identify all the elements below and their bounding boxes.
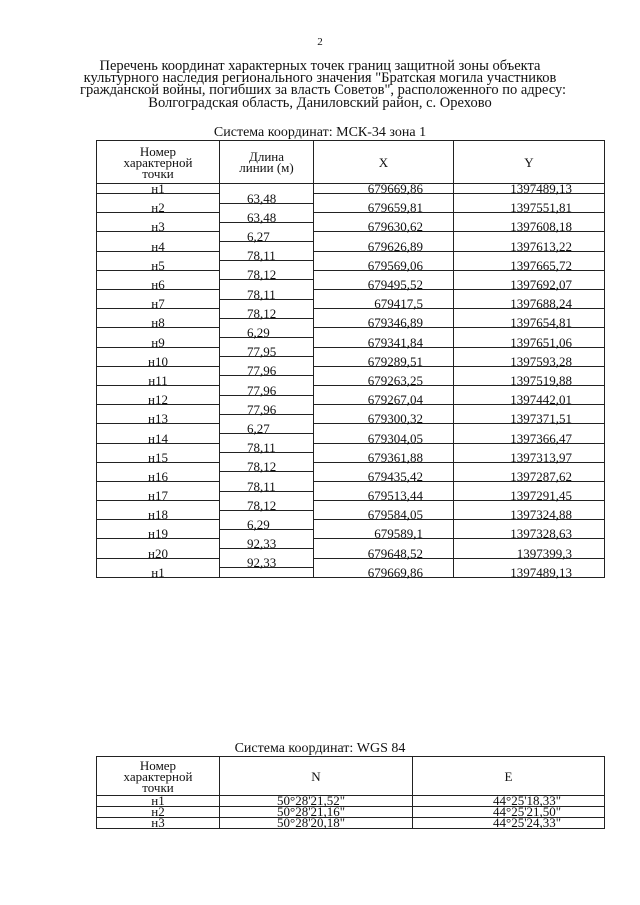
latitude: 50°28'21,52" (220, 796, 413, 807)
table-header-row (97, 141, 605, 184)
line-length: 63,48 (220, 194, 314, 204)
point-x: 679289,51 (314, 357, 454, 367)
point-name: н2 (97, 203, 220, 213)
title-line: культурного наследия регионального значения "Братская могила участников (83, 70, 557, 87)
point-row (97, 510, 605, 520)
line-length: 78,11 (220, 251, 314, 261)
point-row (97, 242, 605, 252)
header-x: X (314, 141, 454, 184)
point-name: н10 (97, 357, 220, 367)
point-x: 679669,86 (314, 568, 454, 578)
point-name: н1 (97, 796, 220, 807)
point-x: 679648,52 (314, 549, 454, 559)
point-y: 1397489,13 (454, 184, 605, 194)
header-text: характерной (123, 154, 193, 170)
point-y: 1397442,01 (454, 395, 605, 405)
point-name: н11 (97, 376, 220, 386)
point-x: 679300,32 (314, 414, 454, 424)
line-length: 77,96 (220, 405, 314, 415)
point-row (97, 453, 605, 463)
page-number: 2 (317, 36, 323, 48)
point-name: н3 (97, 222, 220, 232)
point-x: 679626,89 (314, 242, 454, 252)
point-row (97, 491, 605, 501)
point-row (97, 184, 605, 194)
point-y: 1397654,81 (454, 318, 605, 328)
point-name: н20 (97, 549, 220, 559)
msk-table-body (97, 181, 605, 581)
line-length: 77,96 (220, 366, 314, 376)
line-length: 6,27 (220, 424, 314, 434)
msk-system-caption: Система координат: МСК-34 зона 1 (213, 125, 427, 140)
wgs-table-body (97, 793, 605, 830)
point-x: 679495,52 (314, 280, 454, 290)
point-row (97, 376, 605, 386)
longitude: 44°25'18,33" (413, 796, 605, 807)
line-length: 92,33 (220, 539, 314, 549)
line-length: 63,48 (220, 213, 314, 223)
header-line-length (220, 141, 314, 184)
point-x: 679584,05 (314, 510, 454, 520)
point-row (97, 338, 605, 348)
line-length: 78,12 (220, 309, 314, 319)
point-y: 1397651,06 (454, 338, 605, 348)
header-text: точки (142, 165, 174, 181)
line-length: 6,27 (220, 232, 314, 242)
title-line: гражданской войны, погибших за власть Советов", расположенного по адресу: (80, 82, 567, 99)
point-name: н3 (97, 818, 220, 829)
point-name: н4 (97, 242, 220, 252)
point-name: н9 (97, 338, 220, 348)
point-row (97, 395, 605, 405)
header-text: Номер (139, 757, 177, 773)
point-x: 679513,44 (314, 491, 454, 501)
point-row (97, 357, 605, 367)
header-y: Y (454, 141, 605, 184)
point-y: 1397692,07 (454, 280, 605, 290)
wgs-row (97, 818, 605, 829)
point-row (97, 414, 605, 424)
point-row (97, 203, 605, 213)
latitude: 50°28'20,18" (220, 818, 413, 829)
point-row (97, 529, 605, 539)
point-row (97, 222, 605, 232)
point-row (97, 299, 605, 309)
point-y: 1397313,97 (454, 453, 605, 463)
document-title (80, 58, 567, 111)
title-line: Волгоградская область, Даниловский район, с. Орехово (148, 94, 492, 111)
point-x: 679304,05 (314, 433, 454, 443)
point-row (97, 568, 605, 578)
title-line: Перечень координат характерных точек границ защитной зоны объекта (99, 58, 541, 74)
point-y: 1397688,24 (454, 299, 605, 309)
point-name: н15 (97, 453, 220, 463)
line-length: 92,33 (220, 558, 314, 568)
point-row (97, 280, 605, 290)
point-x: 679361,88 (314, 453, 454, 463)
point-x: 679630,62 (314, 222, 454, 232)
point-x: 679417,5 (314, 299, 454, 309)
point-y: 1397328,63 (454, 529, 605, 539)
point-name: н6 (97, 280, 220, 290)
point-x: 679341,84 (314, 338, 454, 348)
wgs-system-caption: Система координат: WGS 84 (234, 741, 406, 756)
point-name: н1 (97, 568, 220, 578)
header-text: линии (м) (239, 160, 294, 175)
line-length: 78,12 (220, 462, 314, 472)
point-x: 679569,06 (314, 261, 454, 271)
point-x: 679263,25 (314, 376, 454, 386)
point-y: 1397519,88 (454, 376, 605, 386)
point-y: 1397608,18 (454, 222, 605, 232)
point-y: 1397613,22 (454, 242, 605, 252)
point-x: 679659,81 (314, 203, 454, 213)
point-name: н14 (97, 433, 220, 443)
point-name: н2 (97, 807, 220, 818)
point-name: н19 (97, 529, 220, 539)
line-length: 77,95 (220, 347, 314, 357)
point-y: 1397399,3 (454, 549, 605, 559)
point-y: 1397593,28 (454, 357, 605, 367)
point-row (97, 549, 605, 559)
point-name: н13 (97, 414, 220, 424)
point-name: н7 (97, 299, 220, 309)
point-name: н17 (97, 491, 220, 501)
header-text: Номер (139, 143, 177, 159)
line-length: 78,12 (220, 501, 314, 511)
header-e: E (413, 757, 605, 796)
header-n: N (220, 757, 413, 796)
point-y: 1397489,13 (454, 568, 605, 578)
wgs-coordinates-table (96, 756, 605, 829)
point-x: 679346,89 (314, 318, 454, 328)
point-row (97, 433, 605, 443)
line-length: 78,11 (220, 443, 314, 453)
point-y: 1397287,62 (454, 472, 605, 482)
line-length: 77,96 (220, 385, 314, 395)
header-point-number (97, 141, 220, 184)
point-row (97, 472, 605, 482)
point-y: 1397324,88 (454, 510, 605, 520)
point-name: н1 (97, 184, 220, 194)
point-name: н5 (97, 261, 220, 271)
line-length: 78,11 (220, 481, 314, 491)
point-x: 679267,04 (314, 395, 454, 405)
msk-coordinates-table (96, 140, 605, 581)
point-y: 1397366,47 (454, 433, 605, 443)
point-y: 1397665,72 (454, 261, 605, 271)
header-point-number (97, 757, 220, 796)
longitude: 44°25'21,50" (413, 807, 605, 818)
longitude: 44°25'24,33" (413, 818, 605, 829)
header-text: точки (142, 779, 174, 795)
point-name: н16 (97, 472, 220, 482)
point-x: 679669,86 (314, 184, 454, 194)
line-length: 6,29 (220, 520, 314, 530)
point-name: н12 (97, 395, 220, 405)
point-name: н18 (97, 510, 220, 520)
header-text: характерной (123, 768, 193, 784)
point-x: 679435,42 (314, 472, 454, 482)
point-row (97, 318, 605, 328)
line-length: 78,11 (220, 290, 314, 300)
header-text: Длина (248, 149, 285, 164)
point-y: 1397551,81 (454, 203, 605, 213)
point-y: 1397371,51 (454, 414, 605, 424)
point-y: 1397291,45 (454, 491, 605, 501)
latitude: 50°28'21,16" (220, 807, 413, 818)
point-x: 679589,1 (314, 529, 454, 539)
line-length: 6,29 (220, 328, 314, 338)
table-header-row (97, 757, 605, 796)
line-length: 78,12 (220, 270, 314, 280)
point-row (97, 261, 605, 271)
point-name: н8 (97, 318, 220, 328)
